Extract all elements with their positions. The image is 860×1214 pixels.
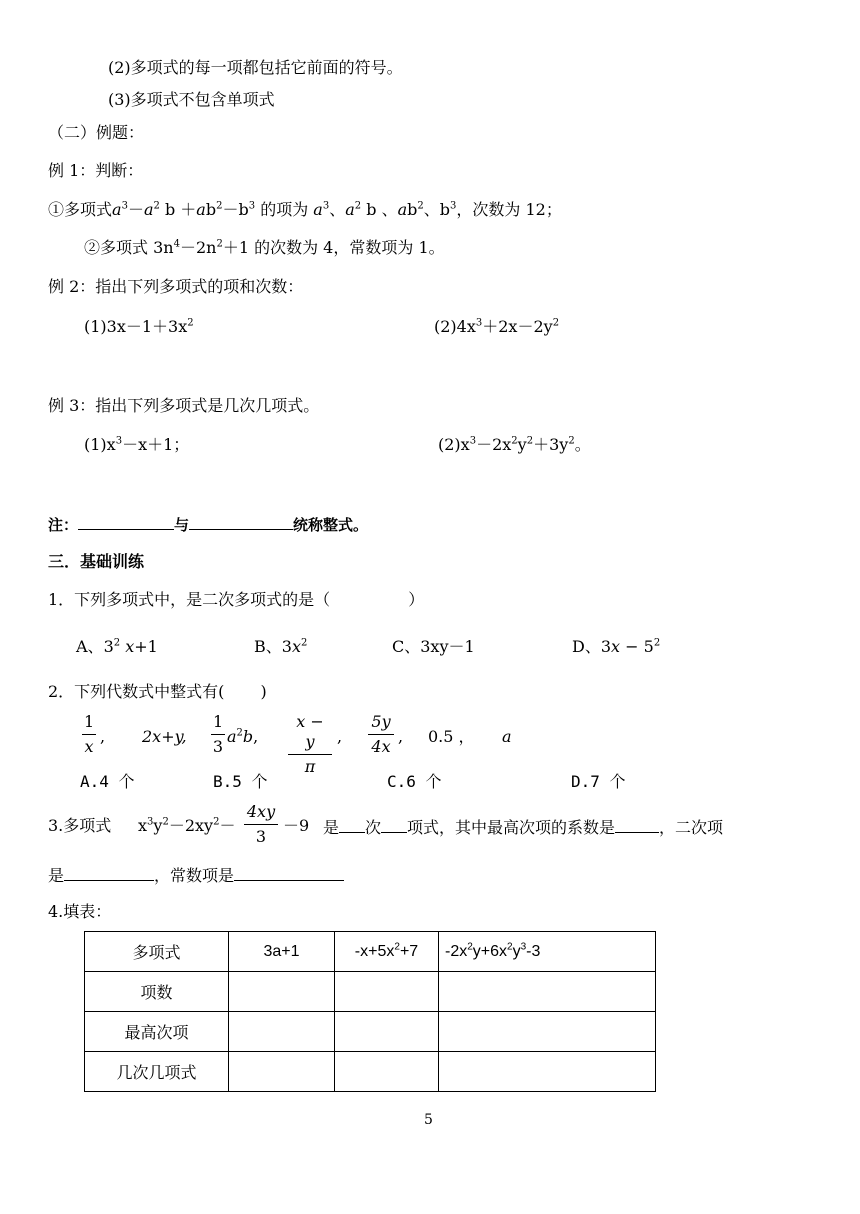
expr-2x-plus-y: 2x+y, bbox=[142, 727, 187, 746]
example2-label: 例 2：指出下列多项式的项和次数： bbox=[48, 277, 304, 296]
q2-option-c: C.6 个 bbox=[387, 772, 442, 791]
q3-terms-blank[interactable] bbox=[381, 816, 407, 833]
table-row bbox=[85, 1052, 656, 1092]
rule-2: (2)多项式的每一项都包括它前面的符号。 bbox=[108, 58, 403, 77]
table-col-poly-2: $-x+5x^2+7$ bbox=[335, 932, 439, 972]
expr-5y-over-4x: $\frac{5y}{4x}$ bbox=[368, 712, 394, 758]
example3-label: 例 3：指出下列多项式是几次几项式。 bbox=[48, 396, 320, 415]
table-row-degree-terms: 几次几项式 bbox=[85, 1052, 229, 1092]
table-cell[interactable] bbox=[335, 1012, 439, 1052]
table-row-highest-term: 最高次项 bbox=[85, 1012, 229, 1052]
table-cell[interactable] bbox=[335, 1052, 439, 1092]
comma-3: , bbox=[398, 727, 404, 746]
q3-fraction-4xy-over-3: $\frac{4xy}{3}$ bbox=[244, 802, 278, 848]
example3-a: $(1)x^3-x+1$； bbox=[84, 435, 190, 454]
table-row bbox=[85, 1012, 656, 1052]
examples-heading: （二）例题： bbox=[48, 123, 145, 142]
q3-coefficient-blank[interactable] bbox=[615, 816, 659, 833]
q3-constant-blank[interactable] bbox=[234, 864, 344, 881]
table-col-poly-3: $-2x^2y+6x^2y^3-3$ bbox=[439, 932, 656, 972]
note-blank-2[interactable] bbox=[189, 513, 293, 530]
table-cell[interactable] bbox=[439, 1052, 656, 1092]
table-col-3a-plus-1: 3a+1 bbox=[229, 932, 335, 972]
q3-polynomial-part1: $x^3y^2-2xy^2-$ bbox=[138, 816, 236, 835]
fill-table bbox=[84, 931, 656, 1092]
example3-b: $(2)x^3-2x^2y^2+3y^2$。 bbox=[438, 435, 591, 454]
q2-stem: 2．下列代数式中整式有( ) bbox=[48, 682, 267, 701]
q3-quadratic-term-blank[interactable] bbox=[64, 864, 154, 881]
comma-1: , bbox=[100, 727, 106, 746]
table-row bbox=[85, 932, 656, 972]
table-cell[interactable] bbox=[335, 972, 439, 1012]
q1-option-c: C、3xy－1 bbox=[392, 637, 475, 656]
table-row bbox=[85, 972, 656, 1012]
q3-line2: 是 ，常数项是 bbox=[48, 864, 344, 886]
q3-prefix: 3.多项式 bbox=[48, 816, 112, 835]
table-header-polynomial: 多项式 bbox=[85, 932, 229, 972]
page-number: 5 bbox=[424, 1112, 433, 1128]
q2-option-a: A.4 个 bbox=[80, 772, 135, 791]
example1-label: 例 1：判断： bbox=[48, 161, 144, 180]
rule-3: (3)多项式不包含单项式 bbox=[108, 90, 275, 109]
table-cell[interactable] bbox=[229, 972, 335, 1012]
table-cell[interactable] bbox=[439, 1012, 656, 1052]
example2-b: $(2)4x^3+2x-2y^2$ bbox=[434, 317, 560, 336]
q3-degree-blank[interactable] bbox=[339, 816, 365, 833]
expr-x-minus-y-over-pi: $\frac{x - y}{\pi}$ bbox=[288, 712, 332, 778]
q2-option-b: B.5 个 bbox=[213, 772, 268, 791]
example1-item1: ①多项式$a^3-a^2$ $b +ab^2-b^3$ 的项为 $a^3$、$a^2$ b 、$ab^2$、$b^3$，次数为 12； bbox=[48, 200, 562, 219]
q1-stem: 1．下列多项式中，是二次多项式的是（ ） bbox=[48, 590, 425, 609]
expr-one-third: $\frac{1}{3}$ bbox=[212, 712, 224, 756]
table-cell[interactable] bbox=[229, 1012, 335, 1052]
expr-1-over-x: $\frac{1}{x}$ bbox=[84, 712, 95, 756]
example2-a: $(1)3x-1+3x^2$ bbox=[84, 317, 194, 336]
expr-a: a bbox=[502, 727, 512, 746]
q1-option-a: A、$3^2$ x+1 bbox=[76, 637, 158, 656]
example1-item2: ②多项式 $3n^4-2n^2+1$ 的次数为 4，常数项为 1。 bbox=[84, 238, 445, 257]
q3-tail: 是 次 项式，其中最高次项的系数是 ，二次项 bbox=[323, 818, 724, 837]
table-row-term-count: 项数 bbox=[85, 972, 229, 1012]
training-heading: 三．基础训练 bbox=[48, 552, 145, 571]
q1-option-b: B、$3x^2$ bbox=[254, 637, 308, 656]
expr-a2b: $a^2b$, bbox=[227, 727, 259, 746]
table-cell[interactable] bbox=[439, 972, 656, 1012]
note-blank-1[interactable] bbox=[78, 513, 174, 530]
q4-label: 4.填表： bbox=[48, 902, 112, 921]
table-cell[interactable] bbox=[229, 1052, 335, 1092]
q1-option-d: D、$3x - 5^2$ bbox=[572, 637, 661, 656]
note-line: 注： 与 统称整式。 bbox=[48, 513, 368, 535]
comma-2: , bbox=[337, 727, 343, 746]
q3-polynomial-part2: －9 bbox=[283, 816, 310, 835]
q2-option-d: D.7 个 bbox=[571, 772, 626, 791]
expr-0-5: 0.5 ， bbox=[428, 727, 475, 746]
